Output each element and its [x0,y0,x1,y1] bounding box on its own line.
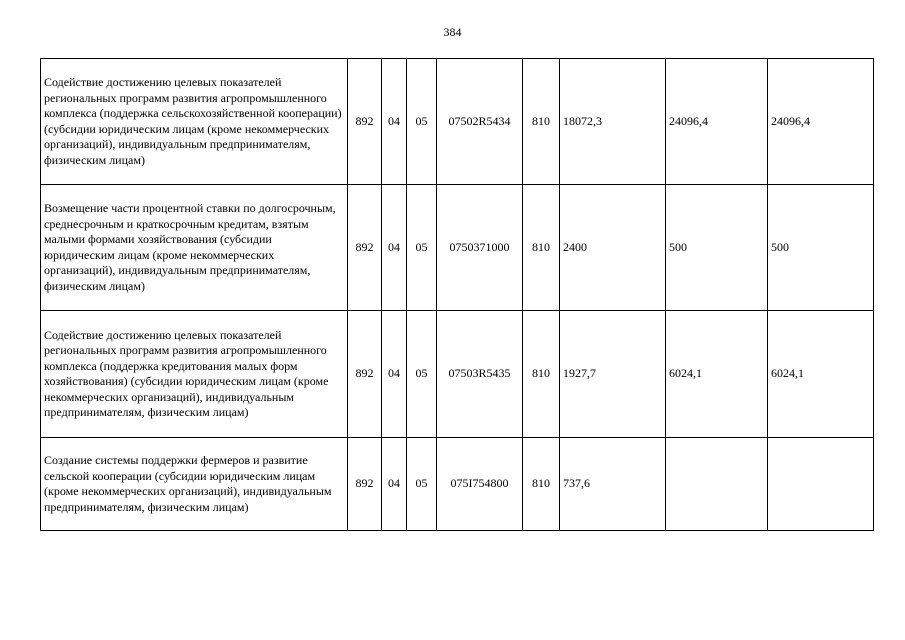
expense-type-code: 810 [523,311,560,438]
page-number: 384 [443,25,462,39]
budget-table [40,58,874,531]
table-row [41,59,874,185]
ministry-code: 892 [348,59,382,185]
subsection-code: 05 [407,185,437,311]
amount-year-3: 6024,1 [768,311,874,438]
amount-year-3: 24096,4 [768,59,874,185]
section-code: 04 [382,311,407,438]
table-row [41,185,874,311]
amount-year-2 [666,438,768,531]
table-row [41,438,874,531]
ministry-code: 892 [348,311,382,438]
section-code: 04 [382,59,407,185]
subsection-code: 05 [407,59,437,185]
row-description: Создание системы поддержки фермеров и развитие сельской кооперации (субсидии юридическим лицам (кроме некоммерческих организаций), индивидуальным предпринимателям, физическим лицам) [41,438,348,531]
ministry-code: 892 [348,185,382,311]
amount-year-1: 18072,3 [560,59,666,185]
amount-year-2: 6024,1 [666,311,768,438]
expense-type-code: 810 [523,438,560,531]
amount-year-3 [768,438,874,531]
row-description: Возмещение части процентной ставки по долгосрочным, среднесрочным и краткосрочным кредитам, взятым малыми формами хозяйствования (субсидии юридическим лицам (кроме некоммерческих организаций), индивидуальным предпринимателям, физическим лицам) [41,185,348,311]
amount-year-3: 500 [768,185,874,311]
amount-year-2: 500 [666,185,768,311]
row-description: Содействие достижению целевых показателей региональных программ развития агропромышленного комплекса (поддержка сельскохозяйственной кооперации) (субсидии юридическим лицам (кроме некоммерческих организаций), индивидуальным предпринимателям, физическим лицам) [41,59,348,185]
target-article-code: 07503R5435 [437,311,523,438]
section-code: 04 [382,185,407,311]
amount-year-2: 24096,4 [666,59,768,185]
table-row [41,311,874,438]
expense-type-code: 810 [523,59,560,185]
target-article-code: 07502R5434 [437,59,523,185]
amount-year-1: 1927,7 [560,311,666,438]
section-code: 04 [382,438,407,531]
target-article-code: 075I754800 [437,438,523,531]
subsection-code: 05 [407,438,437,531]
row-description: Содействие достижению целевых показателей региональных программ развития агропромышленного комплекса (поддержка кредитования малых форм хозяйствования) (субсидии юридическим лицам (кроме некоммерческих организаций), индивидуальным предпринимателям, физическим лицам) [41,311,348,438]
subsection-code: 05 [407,311,437,438]
target-article-code: 0750371000 [437,185,523,311]
amount-year-1: 737,6 [560,438,666,531]
expense-type-code: 810 [523,185,560,311]
amount-year-1: 2400 [560,185,666,311]
ministry-code: 892 [348,438,382,531]
